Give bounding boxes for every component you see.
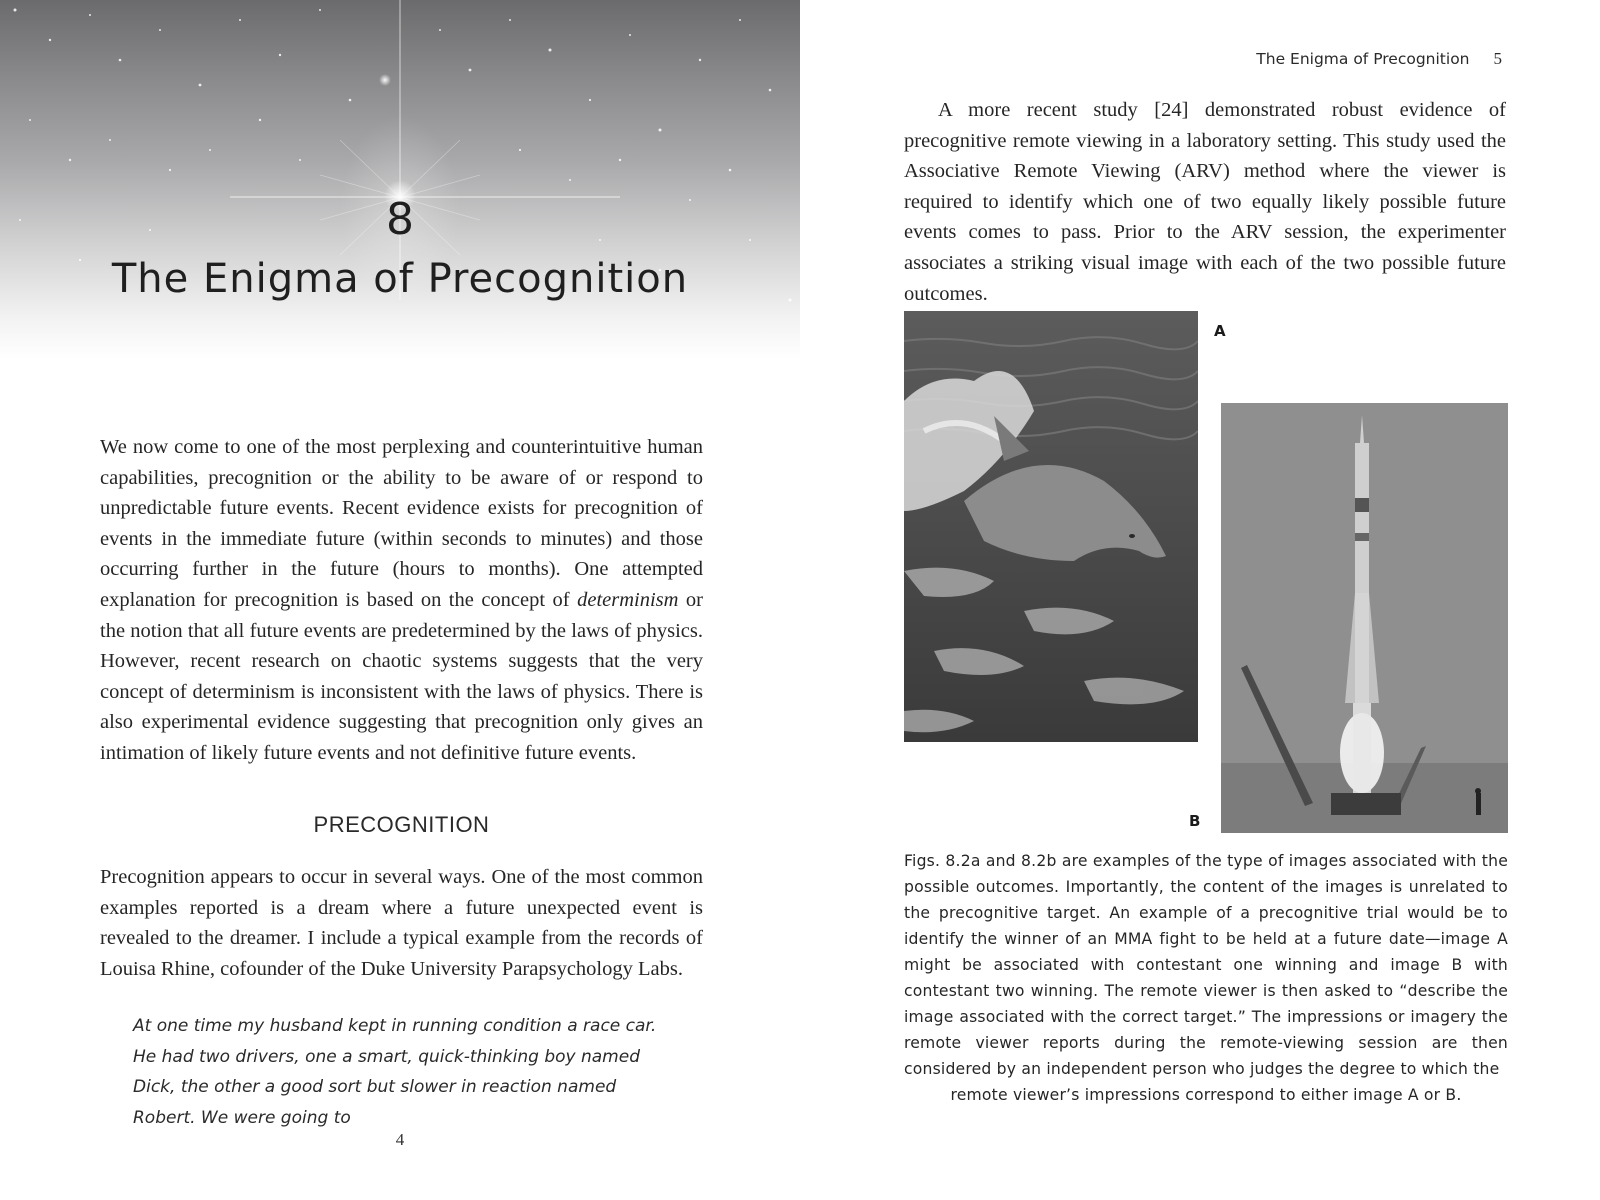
arv-paragraph: A more recent study [24] demonstrated robust evidence of precognitive remote viewing in a laboratory setting. This study used the Associative Remote Viewing (ARV) method where the viewer is required to identify which one of two equally likely possible future events comes to pass. Prior to the ARV session, the experimenter associates a striking visual image with each of the two possible future outcomes. xyxy=(904,99,1506,305)
intro-paragraph xyxy=(100,432,703,769)
intro-text-part2: or the notion that all future events are predetermined by the laws of physics. However, recent research on chaotic systems suggests that the very concept of determinism is inconsistent with the laws of physics. There is also experimental evidence suggesting that precognition only gives an intimation of likely future events and not definitive future events. xyxy=(100,588,703,764)
figure-a-dolphin-image xyxy=(904,311,1198,742)
page-number-right: 5 xyxy=(1493,49,1502,68)
figure-caption xyxy=(904,848,1508,1108)
section-heading: PRECOGNITION xyxy=(313,812,490,837)
running-head xyxy=(1256,49,1502,69)
rocket-launch-illustration xyxy=(1221,403,1508,833)
figure-b-rocket-image xyxy=(1221,403,1508,833)
caption-main-text: Figs. 8.2a and 8.2b are examples of the type of images associated with the possible outcomes. Importantly, the content of the images is unrelated to the precognitive target. An example of a precognitive trial would be to identify the winner of an MMA fight to be held at a future date—image A might be associated with contestant one winning and image B with contestant two winning. The remote viewer is then asked to “describe the image associated with the correct target.” The impressions or imagery the remote viewer reports during the remote-viewing session are then considered by an independent person who judges the degree to which the xyxy=(904,852,1508,1078)
right-page xyxy=(800,0,1600,1200)
caption-last-line: remote viewer’s impressions correspond to either image A or B. xyxy=(950,1086,1462,1104)
block-quote: At one time my husband kept in running condition a race car. He had two drivers, one a smart, quick-thinking boy named Dick, the other a good sort but slower in reaction named Robert. We were going to xyxy=(133,1016,657,1128)
section-paragraph: Precognition appears to occur in several ways. One of the most common examples reported is a dream where a future unexpected event is revealed to the dreamer. I include a typical example from the records of Louisa Rhine, cofounder of the Duke University Parapsychology Labs. xyxy=(100,866,703,980)
starfield-image xyxy=(0,0,800,360)
intro-text-part1: We now come to one of the most perplexing and counterintuitive human capabilities, precognition or the ability to be aware of or respond to unpredictable future events. Recent evidence exists for precognition of events in the immediate future (within seconds to minutes) and those occurring further in the future (hours to months). One attempted explanation for precognition is based on the concept of xyxy=(100,436,703,611)
emphasis-determinism: determinism xyxy=(577,588,679,611)
chapter-number: 8 xyxy=(386,194,414,245)
page-number-left: 4 xyxy=(395,1130,405,1149)
chapter-header-starfield xyxy=(0,0,800,360)
running-head-title: The Enigma of Precognition xyxy=(1256,50,1470,68)
chapter-title: The Enigma of Precognition xyxy=(111,256,689,302)
figure-a-label: A xyxy=(1214,322,1226,340)
dolphin-illustration xyxy=(904,311,1198,742)
figure-b-label: B xyxy=(1189,812,1201,830)
